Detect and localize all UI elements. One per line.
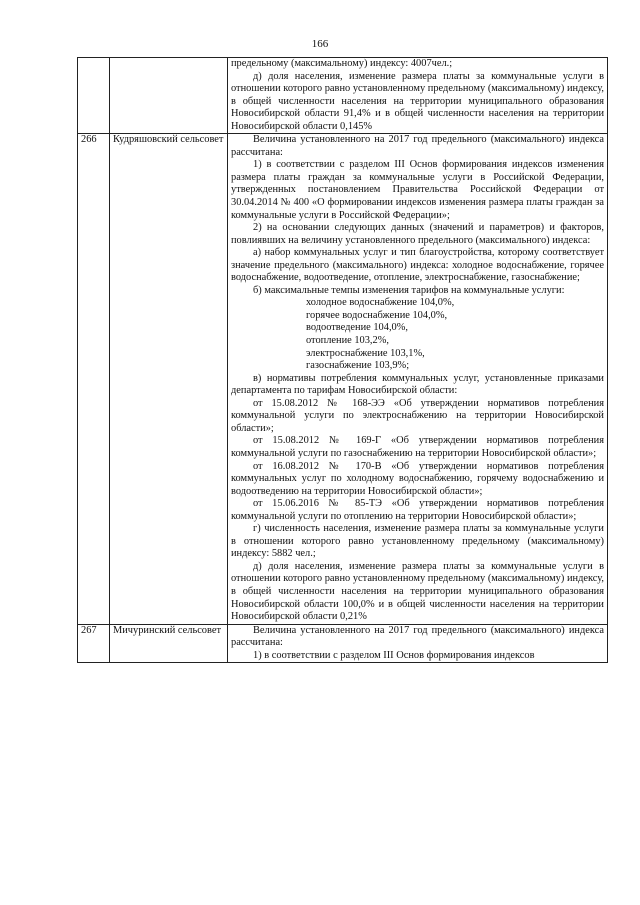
paragraph: предельному (максимальному) индексу: 4007чел.; [231,58,453,69]
paragraph: Величина установленного на 2017 год предельного (максимального) индекса рассчитана: [231,624,604,649]
paragraph: от 16.08.2012 № 170-В «Об утверждении нормативов потребления коммунальных услуг по холодному водоснабжению, горячему водоснабжению и водоотведению на территории Новосибирской области»; [231,460,604,497]
tariff-item: горячее водоснабжение 104,0%, [306,309,448,321]
row-number: 267 [78,624,110,663]
paragraph: 1) в соответствии с разделом III Основ формирования индексов изменения размера платы граждан за коммунальные услуги в Российской Федерации, утвержденных постановлением Правительства Российской Федерации от 30.04.2014 № 400 «О формировании индексов изменения размера платы граждан за коммунальные услуги в Российской Федерации»; [231,159,604,221]
municipality-name: Кудряшовский сельсовет [110,134,228,624]
index-table [77,57,608,663]
row-number [78,58,110,134]
municipality-name: Мичуринский сельсовет [110,624,228,663]
paragraph: д) доля населения, изменение размера платы за коммунальные услуги в отношении которого равно установленному предельному (максимальному) индексу, в общей численности населения на территории муниципального образования Новосибирской области 91,4% и в общей численности населения на территории Новосибирской области 0,145% [231,70,604,132]
tariff-item: водоотведение 104,0%, [306,322,408,334]
table-body [78,58,608,663]
table-row [78,624,608,663]
tariff-item: электроснабжение 103,1%, [306,347,425,359]
table-row [78,58,608,134]
paragraph: д) доля населения, изменение размера платы за коммунальные услуги в отношении которого равно установленному предельному (максимальному) индексу, в общей численности населения на территории муниципального образования Новосибирской области 100,0% и в общей численности населения на территории Новосибирской области 0,21% [231,560,604,623]
paragraph: б) максимальные темпы изменения тарифов на коммунальные услуги: [253,284,565,296]
paragraph: в) нормативы потребления коммунальных услуг, установленные приказами департамента по тарифам Новосибирской области: [231,372,604,397]
paragraph: 1) в соответствии с разделом III Основ формирования индексов [253,649,535,661]
page-number: 166 [311,38,329,50]
municipality-name [110,58,228,134]
calculation-text [228,134,608,624]
table-row [78,134,608,624]
tariff-item: холодное водоснабжение 104,0%, [306,297,455,309]
paragraph: Величина установленного на 2017 год предельного (максимального) индекса рассчитана: [231,134,604,158]
paragraph: от 15.08.2012 № 169-Г «Об утверждении нормативов потребления коммунальной услуги по газоснабжению на территории Новосибирской области»; [231,435,604,459]
tariff-item: газоснабжение 103,9%; [306,360,410,372]
calculation-text [228,58,608,134]
paragraph: а) набор коммунальных услуг и тип благоустройства, которому соответствует значение предельного (максимального) индекса: холодное водоснабжение, горячее водоснабжение, водоотведение, отопление, электроснабжение, газоснабжение; [231,247,604,284]
paragraph: от 15.06.2016 № 85-ТЭ «Об утверждении нормативов потребления коммунальной услуги по отоплению на территории Новосибирской области»; [231,498,604,522]
row-number: 266 [78,134,110,624]
tariff-item: отопление 103,2%, [306,335,389,347]
paragraph: от 15.08.2012 № 168-ЭЭ «Об утверждении нормативов потребления коммунальной услуги по электроснабжению на территории Новосибирской области»; [231,397,604,434]
paragraph: 2) на основании следующих данных (значений и параметров) и факторов, повлиявших на величину установленного предельного (максимального) индекса: [231,222,604,246]
paragraph: г) численность населения, изменение размера платы за коммунальные услуги в отношении которого равно установленному предельному (максимальному) индексу: 5882 чел.; [231,523,604,560]
calculation-text [228,624,608,663]
